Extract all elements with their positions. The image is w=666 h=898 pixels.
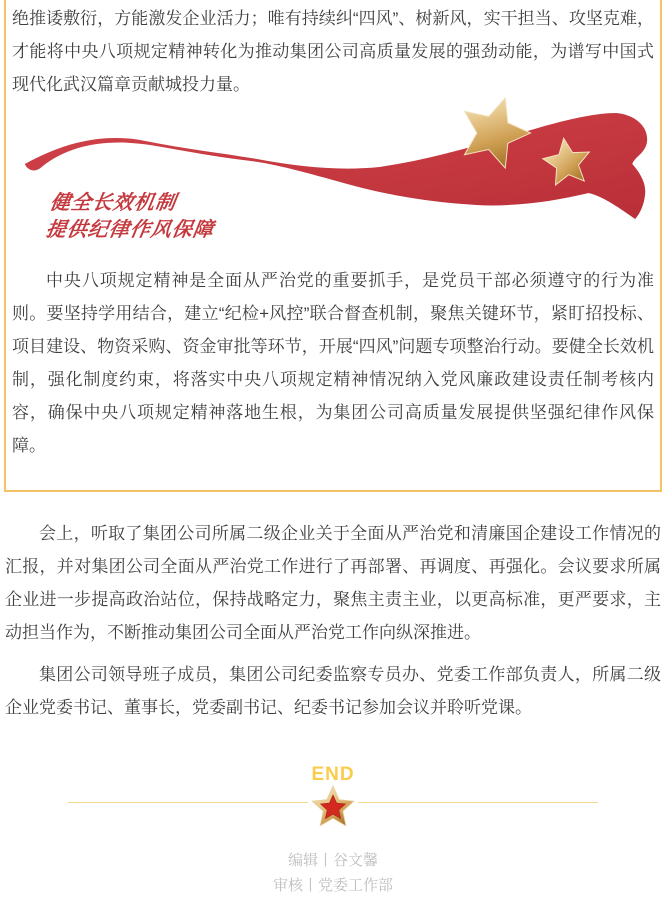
editor-credit: 编辑丨谷文馨 [287, 852, 378, 869]
section-heading [44, 190, 221, 244]
meeting-paragraph: 会上，听取了集团公司所属二级企业关于全面从严治党和清廉国企建设工作情况的汇报，并对集团公司全面从严治党工作进行了再部署、再调度、再强化。会议要求所属企业进一步提高政治站位，保持战略定力，聚焦主责主业，以更高标准，更严要求，主动担当作为，不断推动集团公司全面从严治党工作向纵深推进。 [5, 524, 661, 642]
end-section [0, 765, 666, 831]
end-label: END [311, 764, 355, 785]
footer-credits [0, 848, 666, 898]
gold-bordered-section [4, 0, 662, 492]
article-body [0, 517, 666, 724]
reviewer-credit: 审核丨党委工作部 [272, 877, 393, 894]
divider-line-left [68, 802, 308, 803]
section-heading-line2: 提供纪律作风保障 [44, 219, 216, 241]
section-body-paragraph: 中央八项规定精神是全面从严治党的重要抓手，是党员干部必须遵守的行为准则。要坚持学用结合，建立“纪检+风控”联合督查机制，聚焦关键环节，紧盯招投标、项目建设、物资采购、资金审批等环节，开展“四风”问题专项整治行动。要健全长效机制，强化制度约束，将落实中央八项规定精神情况纳入党风廉政建设责任制考核内容，确保中央八项规定精神落地生根，为集团公司高质量发展提供坚强纪律作风保障。 [12, 271, 654, 455]
section-heading-line1: 健全长效机制 [48, 192, 178, 214]
intro-paragraph: 绝推诿敷衍，方能激发企业活力；唯有持续纠“四风”、树新风，实干担当、攻坚克难，才能将中央八项规定精神转化为推动集团公司高质量发展的强劲动能，为谱写中国式现代化武汉篇章贡献城投力量。 [12, 9, 654, 94]
end-divider [0, 785, 666, 831]
divider-line-right [358, 802, 598, 803]
attendees-paragraph: 集团公司领导班子成员，集团公司纪委监察专员办、党委工作部负责人，所属二级企业党委书记、董事长，党委副书记、纪委书记参加会议并聆听党课。 [5, 665, 661, 717]
end-star-icon [309, 783, 357, 831]
ribbon-banner [12, 97, 654, 247]
